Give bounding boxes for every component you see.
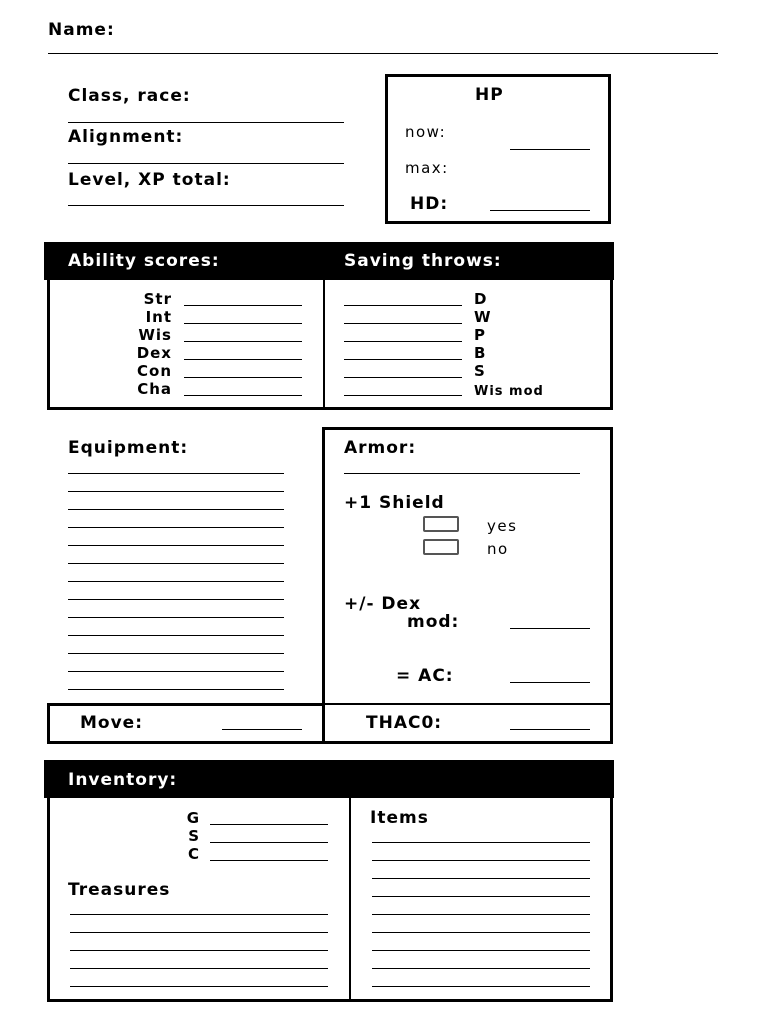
coin-s-line[interactable]	[210, 842, 328, 843]
item-line[interactable]	[372, 842, 590, 843]
save-b-line[interactable]	[344, 359, 462, 360]
save-b-label: B	[474, 344, 487, 362]
ability-dex-label: Dex	[136, 344, 172, 362]
ability-wis-line[interactable]	[184, 341, 302, 342]
ability-cha-line[interactable]	[184, 395, 302, 396]
saving-throws-header: Saving throws:	[344, 251, 502, 271]
save-p-label: P	[474, 326, 486, 344]
dex-mod-label-2: mod:	[407, 612, 460, 632]
ac-label: = AC:	[396, 666, 454, 686]
save-d-line[interactable]	[344, 305, 462, 306]
items-label: Items	[370, 808, 429, 828]
ability-int-label: Int	[145, 308, 172, 326]
ability-wis-label: Wis	[138, 326, 172, 344]
ability-scores-header: Ability scores:	[68, 251, 220, 271]
item-line[interactable]	[372, 878, 590, 879]
level-xp-line[interactable]	[68, 205, 344, 206]
alignment-label: Alignment:	[68, 127, 184, 147]
armor-thac0-divider	[324, 703, 612, 705]
ac-line[interactable]	[510, 682, 590, 683]
hd-line[interactable]	[490, 210, 590, 211]
hp-max-label: max:	[405, 159, 449, 177]
inventory-header-bar	[44, 760, 614, 798]
ability-str-label: Str	[143, 290, 172, 308]
treasure-line[interactable]	[70, 950, 328, 951]
item-line[interactable]	[372, 860, 590, 861]
treasure-line[interactable]	[70, 914, 328, 915]
shield-label: +1 Shield	[344, 493, 445, 513]
treasure-line[interactable]	[70, 986, 328, 987]
coin-s-label: S	[188, 827, 200, 845]
inventory-header: Inventory:	[68, 770, 178, 790]
armor-line[interactable]	[344, 473, 580, 474]
inventory-divider	[349, 796, 351, 1000]
equipment-line[interactable]	[68, 491, 284, 492]
move-label: Move:	[80, 713, 144, 733]
hp-now-line[interactable]	[510, 149, 590, 150]
save-p-line[interactable]	[344, 341, 462, 342]
coin-g-label: G	[186, 809, 200, 827]
equipment-line[interactable]	[68, 581, 284, 582]
save-s-line[interactable]	[344, 377, 462, 378]
item-line[interactable]	[372, 968, 590, 969]
dex-mod-line[interactable]	[510, 628, 590, 629]
ability-str-line[interactable]	[184, 305, 302, 306]
treasure-line[interactable]	[70, 932, 328, 933]
save-wis-mod-line[interactable]	[344, 395, 462, 396]
dex-mod-label-1: +/- Dex	[344, 594, 422, 614]
armor-label: Armor:	[344, 438, 417, 458]
armor-box	[322, 427, 613, 744]
coin-g-line[interactable]	[210, 824, 328, 825]
equipment-line[interactable]	[68, 509, 284, 510]
item-line[interactable]	[372, 986, 590, 987]
alignment-line[interactable]	[68, 163, 344, 164]
ability-con-line[interactable]	[184, 377, 302, 378]
equipment-label: Equipment:	[68, 438, 189, 458]
ability-saves-divider	[323, 278, 325, 408]
save-wis-mod-label: Wis mod	[474, 384, 544, 399]
class-race-line[interactable]	[68, 122, 344, 123]
coin-c-label: C	[187, 845, 200, 863]
shield-no-label: no	[487, 540, 509, 558]
shield-yes-checkbox[interactable]	[423, 516, 459, 532]
equipment-line[interactable]	[68, 671, 284, 672]
move-line[interactable]	[222, 729, 302, 730]
treasure-line[interactable]	[70, 968, 328, 969]
coin-c-line[interactable]	[210, 860, 328, 861]
equipment-line[interactable]	[68, 545, 284, 546]
ability-int-line[interactable]	[184, 323, 302, 324]
save-w-label: W	[474, 308, 492, 326]
item-line[interactable]	[372, 932, 590, 933]
class-race-label: Class, race:	[68, 86, 191, 106]
name-label: Name:	[48, 20, 115, 40]
equipment-line[interactable]	[68, 599, 284, 600]
equipment-line[interactable]	[68, 635, 284, 636]
save-d-label: D	[474, 290, 488, 308]
save-s-label: S	[474, 362, 486, 380]
ability-dex-line[interactable]	[184, 359, 302, 360]
equipment-line[interactable]	[68, 617, 284, 618]
hp-title: HP	[475, 85, 504, 105]
ability-con-label: Con	[137, 362, 172, 380]
level-xp-label: Level, XP total:	[68, 170, 231, 190]
save-w-line[interactable]	[344, 323, 462, 324]
item-line[interactable]	[372, 896, 590, 897]
equipment-line[interactable]	[68, 563, 284, 564]
hd-label: HD:	[410, 194, 449, 214]
item-line[interactable]	[372, 914, 590, 915]
equipment-line[interactable]	[68, 689, 284, 690]
shield-no-checkbox[interactable]	[423, 539, 459, 555]
equipment-line[interactable]	[68, 653, 284, 654]
treasures-label: Treasures	[68, 880, 171, 900]
shield-yes-label: yes	[487, 517, 518, 535]
equipment-line[interactable]	[68, 473, 284, 474]
hp-now-label: now:	[405, 123, 447, 141]
equipment-line[interactable]	[68, 527, 284, 528]
thac0-line[interactable]	[510, 729, 590, 730]
item-line[interactable]	[372, 950, 590, 951]
name-field-line[interactable]	[48, 53, 718, 54]
thac0-label: THAC0:	[366, 713, 443, 733]
ability-cha-label: Cha	[137, 380, 172, 398]
ability-saves-header-bar	[44, 242, 614, 280]
